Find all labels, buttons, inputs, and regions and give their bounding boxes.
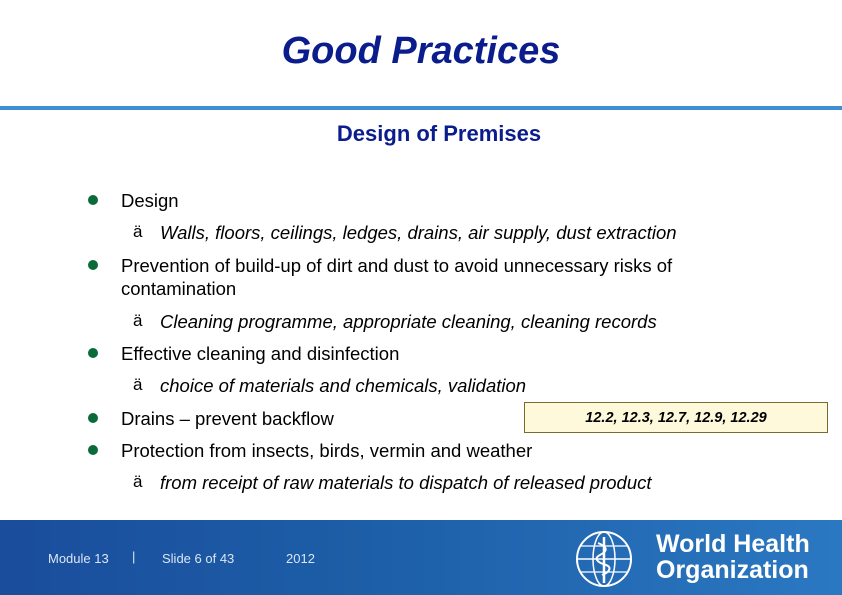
arrow-bullet-icon: ä [133, 375, 143, 394]
sub-bullet-item: Walls, floors, ceilings, ledges, drains, air supply, dust extraction [160, 222, 677, 243]
org-name-line1: World Health [656, 530, 810, 558]
bullet-dot [88, 348, 98, 358]
sub-bullet-item: choice of materials and chemicals, validation [160, 375, 527, 396]
who-emblem-icon [574, 529, 634, 589]
sub-bullet-item: Cleaning programme, appropriate cleaning, cleaning records [160, 311, 657, 332]
footer-bar [0, 520, 842, 595]
arrow-bullet-icon: ä [133, 311, 143, 330]
arrow-bullet-icon: ä [133, 222, 143, 241]
bullet-item: Design [121, 190, 179, 211]
slide-number: Slide 6 of 43 [162, 551, 235, 566]
bullet-dot [88, 445, 98, 455]
bullet-item-continuation: contamination [121, 278, 237, 299]
year-label: 2012 [286, 551, 315, 566]
bullet-item: Prevention of build-up of dirt and dust to avoid unnecessary risks of [121, 255, 673, 276]
bullet-item: Protection from insects, birds, vermin and weather [121, 440, 533, 461]
sub-bullet-item: from receipt of raw materials to dispatch of released product [160, 472, 652, 493]
bullet-item: Drains – prevent backflow [121, 408, 334, 429]
footer-separator: | [132, 549, 136, 564]
org-name-line2: Organization [656, 556, 809, 584]
module-label: Module 13 [48, 551, 109, 566]
reference-box: 12.2, 12.3, 12.7, 12.9, 12.29 [524, 402, 828, 433]
slide-subtitle: Design of Premises [336, 121, 542, 146]
slide-title: Good Practices [281, 30, 561, 72]
bullet-dot [88, 413, 98, 423]
bullet-dot [88, 260, 98, 270]
arrow-bullet-icon: ä [133, 472, 143, 491]
bullet-item: Effective cleaning and disinfection [121, 343, 400, 364]
bullet-dot [88, 195, 98, 205]
